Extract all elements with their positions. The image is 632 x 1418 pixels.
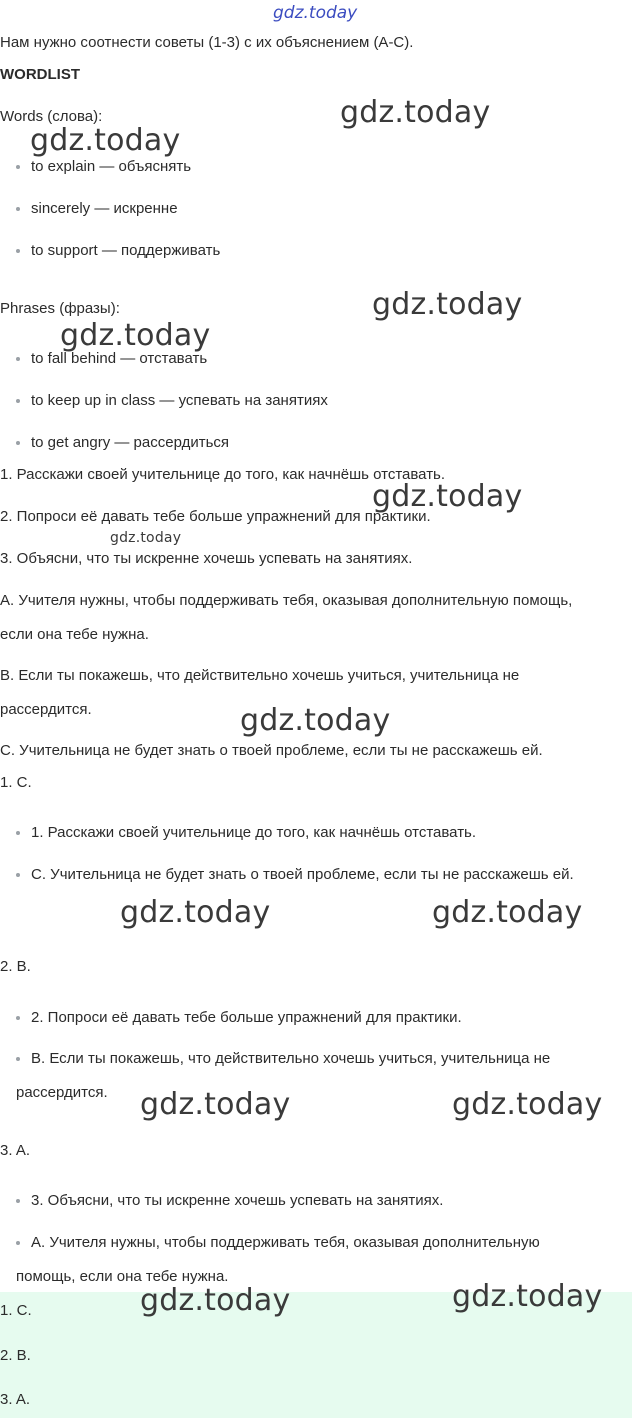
list-item: to keep up in class — успевать на занятиях: [16, 391, 328, 411]
bullet-icon: [16, 1057, 20, 1061]
match-label-1: 1. C.: [0, 774, 32, 791]
list-item: 3. Объясни, что ты искренне хочешь успевать на занятиях.: [16, 1191, 443, 1211]
watermark: gdz.today: [452, 1279, 603, 1314]
watermark: gdz.today: [110, 530, 182, 546]
explanation-a: A. Учителя нужны, чтобы поддерживать тебя, оказывая дополнительную помощь, если она тебе нужна.: [0, 592, 573, 643]
bullet-icon: [16, 831, 20, 835]
watermark: gdz.today: [140, 1283, 291, 1318]
list-item: to explain — объяснять: [16, 157, 191, 177]
match-label-2: 2. B.: [0, 958, 31, 975]
watermark: gdz.today: [452, 1087, 603, 1122]
bullet-icon: [16, 249, 20, 253]
tip-3: 3. Объясни, что ты искренне хочешь успевать на занятиях.: [0, 550, 413, 567]
list-item: to get angry — рассердиться: [16, 433, 229, 453]
answer-1: 1. C.: [0, 1302, 32, 1319]
bullet-icon: [16, 399, 20, 403]
watermark: gdz.today: [140, 1087, 291, 1122]
bullet-icon: [16, 441, 20, 445]
watermark: gdz.today: [60, 318, 211, 353]
list-item: C. Учительница не будет знать о твоей проблеме, если ты не расскажешь ей.: [16, 858, 601, 892]
header-watermark: gdz.today: [273, 3, 358, 23]
bullet-icon: [16, 357, 20, 361]
bullet-icon: [16, 207, 20, 211]
watermark: gdz.today: [120, 895, 271, 930]
bullet-icon: [16, 1199, 20, 1203]
list-item: sincerely — искренне: [16, 199, 178, 219]
watermark: gdz.today: [432, 895, 583, 930]
bullet-icon: [16, 1016, 20, 1020]
tip-1: 1. Расскажи своей учительнице до того, как начнёшь отставать.: [0, 466, 446, 483]
answer-3: 3. A.: [0, 1391, 31, 1408]
list-item: to support — поддерживать: [16, 241, 220, 261]
watermark: gdz.today: [372, 479, 523, 514]
wordlist-title: WORDLIST: [0, 66, 80, 83]
list-item: 1. Расскажи своей учительнице до того, как начнёшь отставать.: [16, 823, 476, 843]
watermark: gdz.today: [372, 287, 523, 322]
bullet-icon: [16, 165, 20, 169]
explanation-c: C. Учительница не будет знать о твоей проблеме, если ты не расскажешь ей.: [0, 742, 543, 759]
intro-text: Нам нужно соотнести советы (1-3) с их объяснением (A-C).: [0, 34, 414, 51]
tip-2: 2. Попроси её давать тебе больше упражнений для практики.: [0, 508, 431, 525]
bullet-icon: [16, 1241, 20, 1245]
explanation-b: B. Если ты покажешь, что действительно хочешь учиться, учительница не рассердится.: [0, 667, 520, 718]
list-item: 2. Попроси её давать тебе больше упражнений для практики.: [16, 1008, 462, 1028]
bullet-icon: [16, 873, 20, 877]
watermark: gdz.today: [240, 703, 391, 738]
watermark: gdz.today: [30, 123, 181, 158]
watermark: gdz.today: [340, 95, 491, 130]
answer-2: 2. B.: [0, 1347, 31, 1364]
words-heading: Words (слова):: [0, 108, 103, 125]
list-item: A. Учителя нужны, чтобы поддерживать тебя, оказывая дополнительную помощь, если она тебе нужна.: [16, 1234, 540, 1285]
phrases-heading: Phrases (фразы):: [0, 300, 120, 317]
list-item: to fall behind — отставать: [16, 349, 207, 369]
match-label-3: 3. A.: [0, 1142, 31, 1159]
list-item: B. Если ты покажешь, что действительно хочешь учиться, учительница не рассердится.: [16, 1050, 551, 1101]
